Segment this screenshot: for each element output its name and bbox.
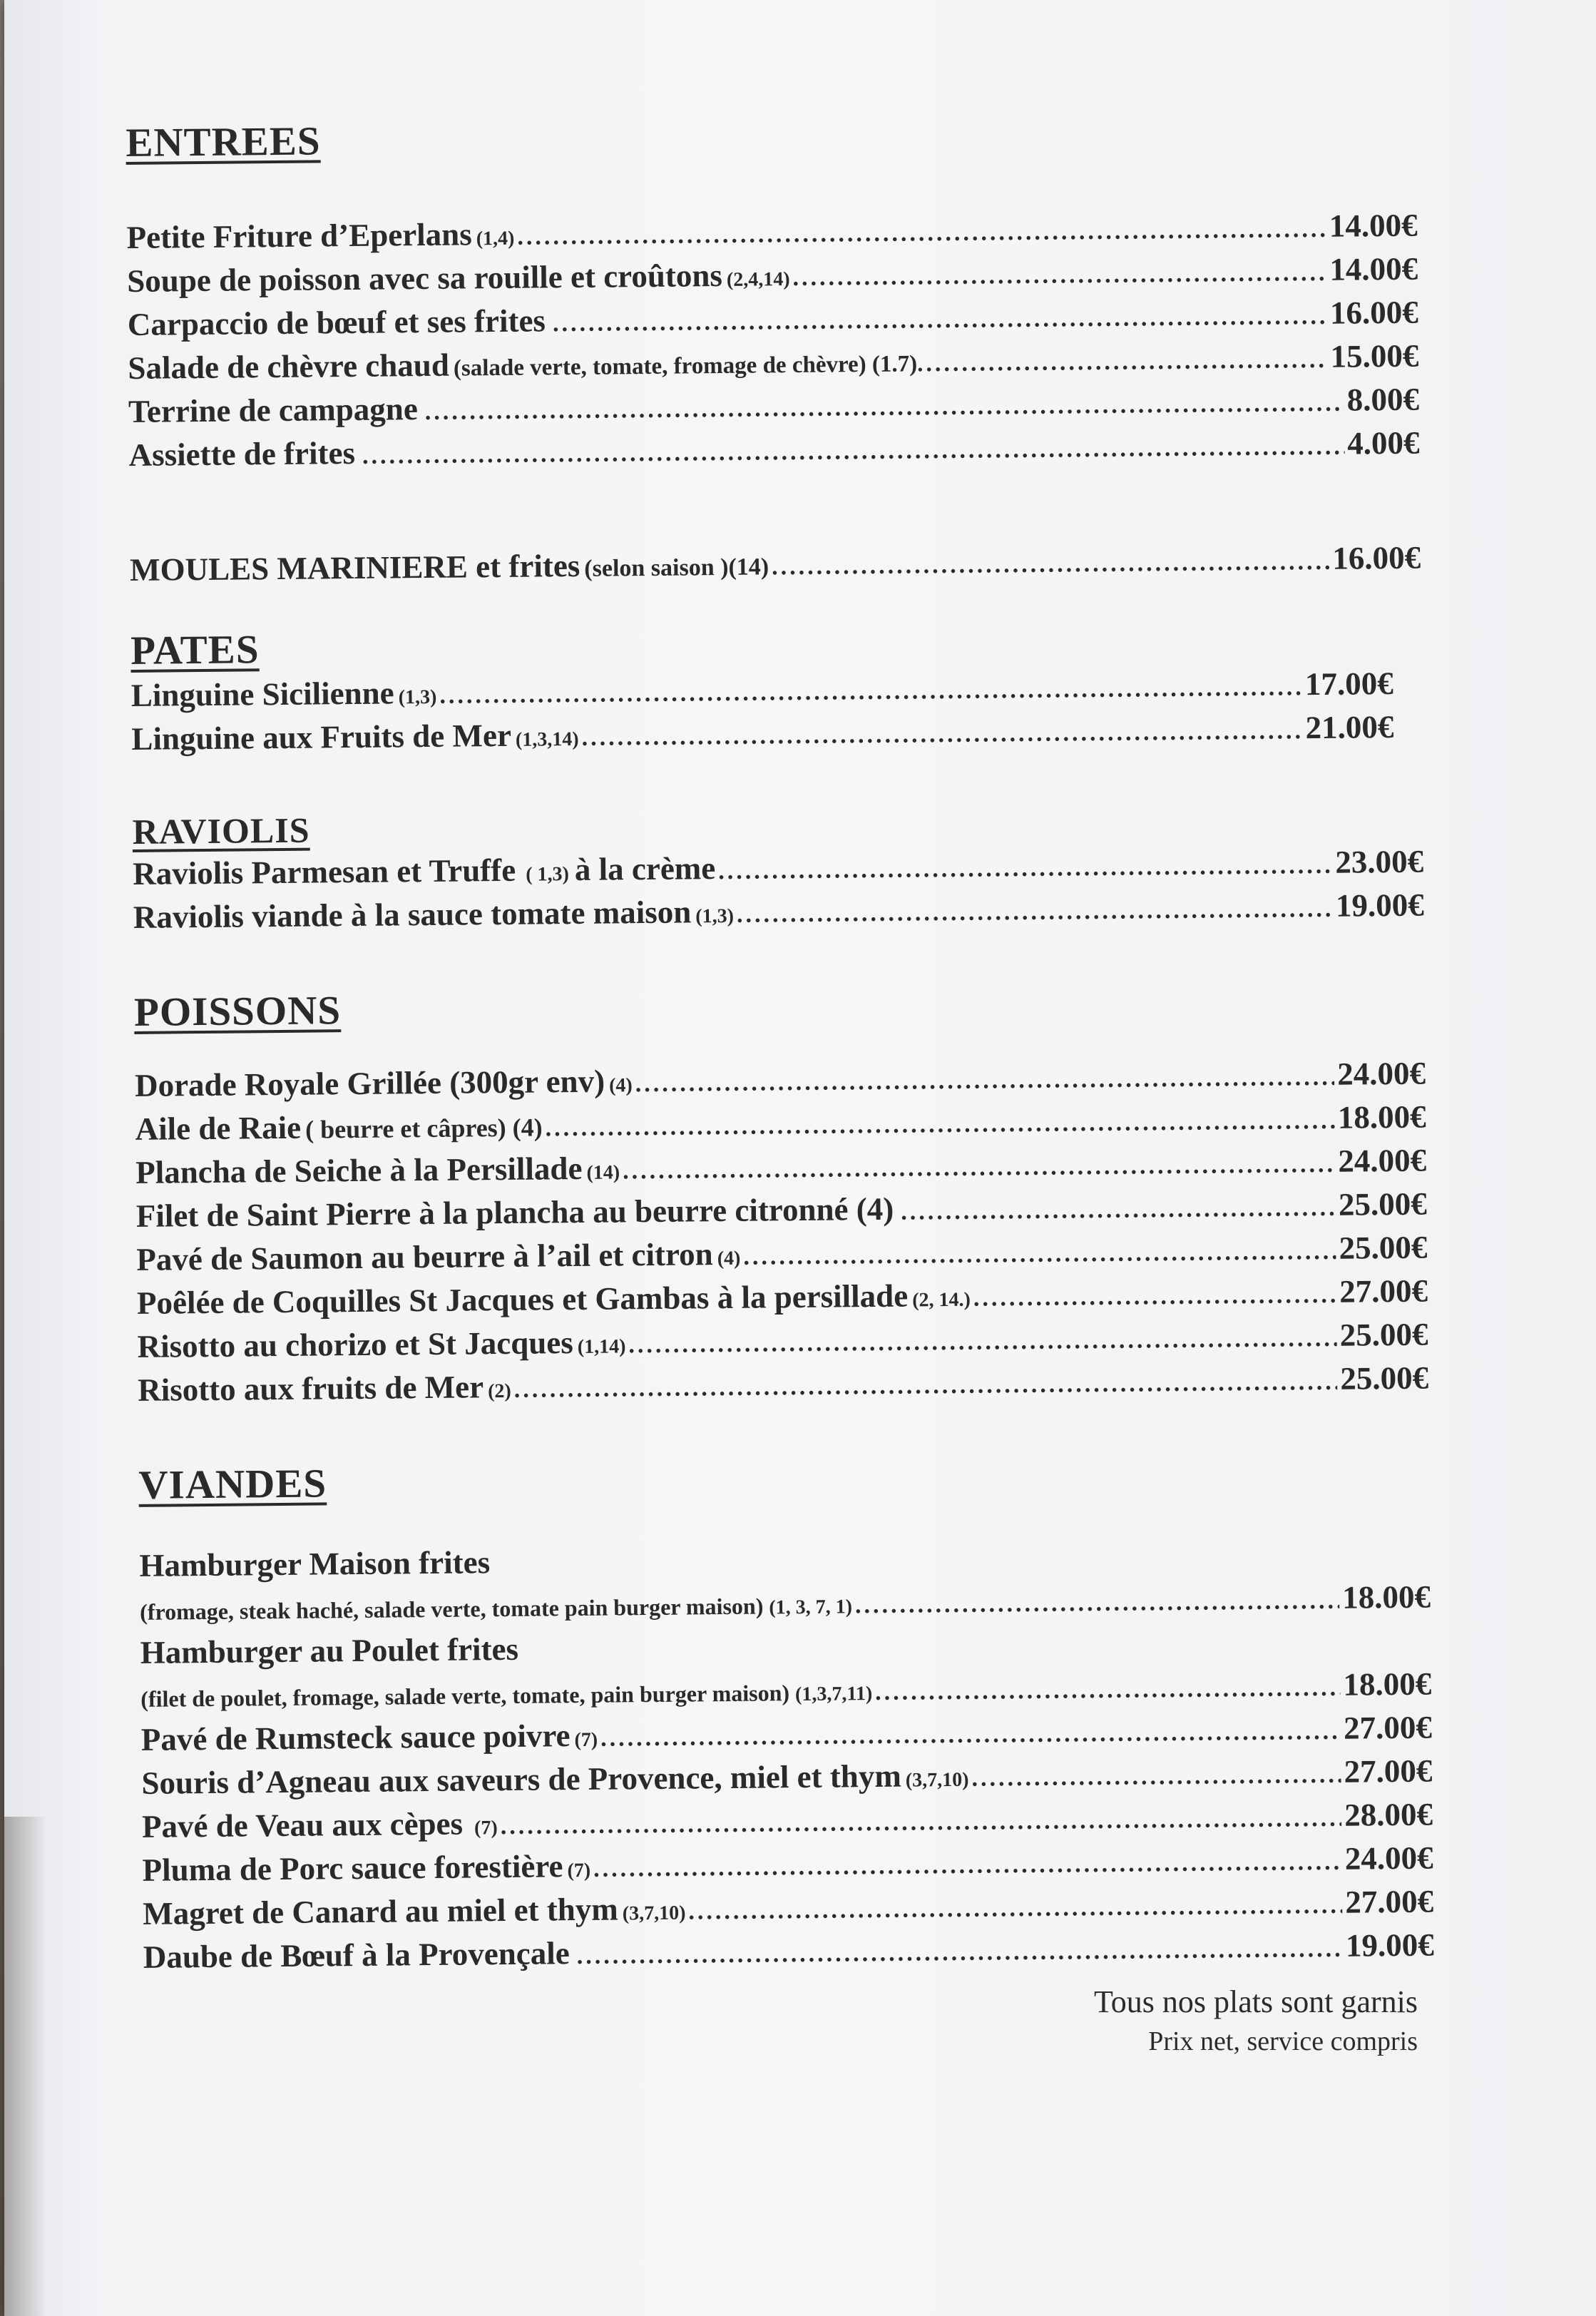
- item-description: (salade verte, tomate, fromage de chèvre) (1.7).: [453, 351, 924, 382]
- item-price: 25.00€: [1338, 1185, 1427, 1223]
- section-title-entrees: ENTREES: [126, 118, 321, 165]
- section-title-viandes: VIANDES: [138, 1461, 327, 1508]
- allergen-note: (7): [574, 1728, 598, 1752]
- burger-name: Hamburger Maison frites: [139, 1544, 491, 1583]
- item-name: Dorade Royale Grillée (300gr env): [134, 1063, 605, 1103]
- dot-leader: [581, 709, 1303, 760]
- item-name: Filet de Saint Pierre à la plancha au beurre citronné (4): [135, 1190, 894, 1234]
- allergen-note: (7): [567, 1859, 591, 1882]
- dot-leader: [971, 1753, 1341, 1800]
- entrees-list: [126, 204, 1419, 477]
- dot-leader: [718, 844, 1333, 893]
- allergen-note: (4): [608, 1074, 633, 1097]
- allergen-note: (7): [474, 1817, 498, 1840]
- allergen-note: (1,3,7,11): [794, 1683, 873, 1706]
- item-name: Raviolis viande à la sauce tomate maison: [133, 894, 692, 935]
- menu-content: [126, 102, 1434, 1979]
- allergen-note: (1, 3, 7, 1): [769, 1596, 853, 1619]
- item-price: 8.00€: [1346, 381, 1420, 418]
- item-name: Pavé de Rumsteck sauce poivre: [140, 1718, 571, 1758]
- allergen-note: (4): [717, 1247, 741, 1270]
- allergen-note: (14): [586, 1161, 620, 1184]
- allergen-note: (1,14): [577, 1335, 626, 1358]
- allergen-note: (3,7,10): [905, 1768, 969, 1792]
- section-title-pates: PATES: [130, 627, 260, 673]
- item-price: 27.00€: [1339, 1272, 1428, 1310]
- dot-leader: [688, 1884, 1343, 1934]
- item-price: 24.00€: [1337, 1055, 1426, 1092]
- item-name: Linguine aux Fruits de Mer: [131, 717, 512, 757]
- item-price: 25.00€: [1339, 1229, 1428, 1266]
- item-name: Pavé de Veau aux cèpes: [141, 1805, 464, 1845]
- item-price: 18.00€: [1342, 1578, 1431, 1616]
- item-price: 18.00€: [1337, 1098, 1426, 1136]
- allergen-note: (3,7,10): [622, 1902, 686, 1925]
- allergen-note: (1,3): [695, 904, 735, 928]
- item-price: 21.00€: [1305, 708, 1394, 746]
- item-price: 14.00€: [1329, 250, 1418, 287]
- item-price: 25.00€: [1339, 1316, 1428, 1353]
- dot-leader: [628, 1317, 1337, 1367]
- burger-name: Hamburger au Poulet frites: [140, 1631, 519, 1670]
- item-name: Poêlée de Coquilles St Jacques et Gambas à la persillade: [136, 1277, 909, 1321]
- allergen-note: (1,3,14): [515, 728, 579, 751]
- dot-leader: [743, 1230, 1336, 1279]
- poissons-list: [135, 1052, 1429, 1412]
- dot-leader: [553, 295, 1328, 345]
- allergen-note: (2): [487, 1379, 511, 1403]
- item-price: 24.00€: [1344, 1840, 1433, 1877]
- item-description: (fromage, steak haché, salade verte, tomate pain burger maison): [139, 1593, 764, 1625]
- dot-leader: [576, 1927, 1343, 1978]
- dot-leader: [901, 1186, 1336, 1234]
- allergen-note: (selon saison )(14): [584, 554, 769, 582]
- dot-leader: [500, 1797, 1341, 1848]
- allergen-note: ( beurre et câpres) (4): [305, 1113, 543, 1144]
- item-price: 27.00€: [1345, 1883, 1434, 1920]
- item-name: Terrine de campagne: [128, 391, 419, 429]
- dot-leader: [439, 665, 1302, 718]
- item-price: 19.00€: [1335, 887, 1424, 924]
- item-price: 14.00€: [1329, 207, 1418, 244]
- item-price: 25.00€: [1340, 1359, 1429, 1397]
- raviolis-list: [133, 840, 1424, 939]
- dot-leader: [973, 1273, 1337, 1320]
- menu-footer: [1094, 1981, 1418, 2060]
- item-price: 23.00€: [1335, 843, 1424, 880]
- dot-leader: [513, 1360, 1337, 1412]
- item-price: 18.00€: [1343, 1665, 1432, 1703]
- item-name: Petite Friture d’Eperlans: [126, 216, 472, 255]
- viandes-list: [139, 1532, 1434, 1979]
- dot-leader: [792, 251, 1326, 300]
- item-price: 28.00€: [1344, 1796, 1433, 1833]
- item-name: Raviolis Parmesan et Truffe: [132, 852, 516, 892]
- item-price: 17.00€: [1304, 665, 1393, 703]
- item-name: Risotto aux fruits de Mer: [137, 1369, 484, 1408]
- dot-leader: [545, 1099, 1335, 1151]
- item-name: Linguine Sicilienne: [131, 675, 394, 713]
- dot-leader: [593, 1840, 1342, 1891]
- item-price: 24.00€: [1338, 1142, 1427, 1179]
- footer-garnish-note: Tous nos plats sont garnis: [1093, 1984, 1418, 2019]
- menu-sheet: [4, 0, 1596, 2316]
- dot-leader: [623, 1143, 1336, 1193]
- item-price: 4.00€: [1347, 424, 1420, 461]
- item-name: Carpaccio de bœuf et ses frites: [127, 302, 546, 342]
- dot-leader: [635, 1056, 1334, 1106]
- item-name: Salade de chèvre chaud: [128, 347, 450, 386]
- dot-leader: [600, 1710, 1341, 1760]
- allergen-note: (2,4,14): [726, 268, 790, 291]
- page-shadow: [4, 1817, 47, 2316]
- allergen-note: (1,3): [398, 685, 437, 709]
- item-name: Assiette de frites: [128, 434, 356, 473]
- footer-price-note: Prix net, service compris: [1148, 2026, 1418, 2056]
- allergen-note: (2, 14.): [912, 1288, 971, 1312]
- item-price: 27.00€: [1343, 1709, 1433, 1746]
- item-name: Pluma de Porc sauce forestière: [142, 1848, 563, 1888]
- item-price: 15.00€: [1330, 337, 1419, 374]
- item-name: Magret de Canard au miel et thym: [142, 1891, 618, 1932]
- section-title-raviolis: RAVIOLIS: [132, 810, 310, 852]
- dot-leader: [855, 1579, 1340, 1628]
- item-name: Souris d’Agneau aux saveurs de Provence, miel et thym: [141, 1758, 902, 1801]
- section-title-poissons: POISSONS: [133, 988, 342, 1035]
- item-suffix: à la crème: [574, 850, 716, 888]
- item-name: Soupe de poisson avec sa rouille et croûtons: [127, 257, 723, 299]
- item-name: Daube de Bœuf à la Provençale: [143, 1935, 570, 1975]
- dot-leader: [772, 540, 1330, 589]
- allergen-note: ( 1,3): [526, 863, 570, 886]
- item-price: 19.00€: [1345, 1927, 1434, 1964]
- item-price: 27.00€: [1344, 1753, 1433, 1790]
- pates-list: [131, 662, 1423, 761]
- item-name: MOULES MARINIERE et frites: [129, 547, 580, 588]
- dot-leader: [926, 338, 1328, 385]
- item-name: Pavé de Saumon au beurre à l’ail et citron: [136, 1236, 713, 1277]
- allergen-note: (1,4): [476, 227, 515, 250]
- item-price: 16.00€: [1329, 294, 1418, 331]
- item-description: (filet de poulet, fromage, salade verte, tomate, pain burger maison): [140, 1680, 790, 1712]
- item-name: Aile de Raie: [135, 1109, 302, 1147]
- item-price: 16.00€: [1332, 539, 1421, 576]
- item-name: Risotto au chorizo et St Jacques: [137, 1325, 574, 1364]
- dot-leader: [737, 887, 1334, 937]
- item-name: Plancha de Seiche à la Persillade: [135, 1150, 583, 1190]
- dot-leader: [875, 1666, 1341, 1714]
- dot-leader: [517, 208, 1326, 259]
